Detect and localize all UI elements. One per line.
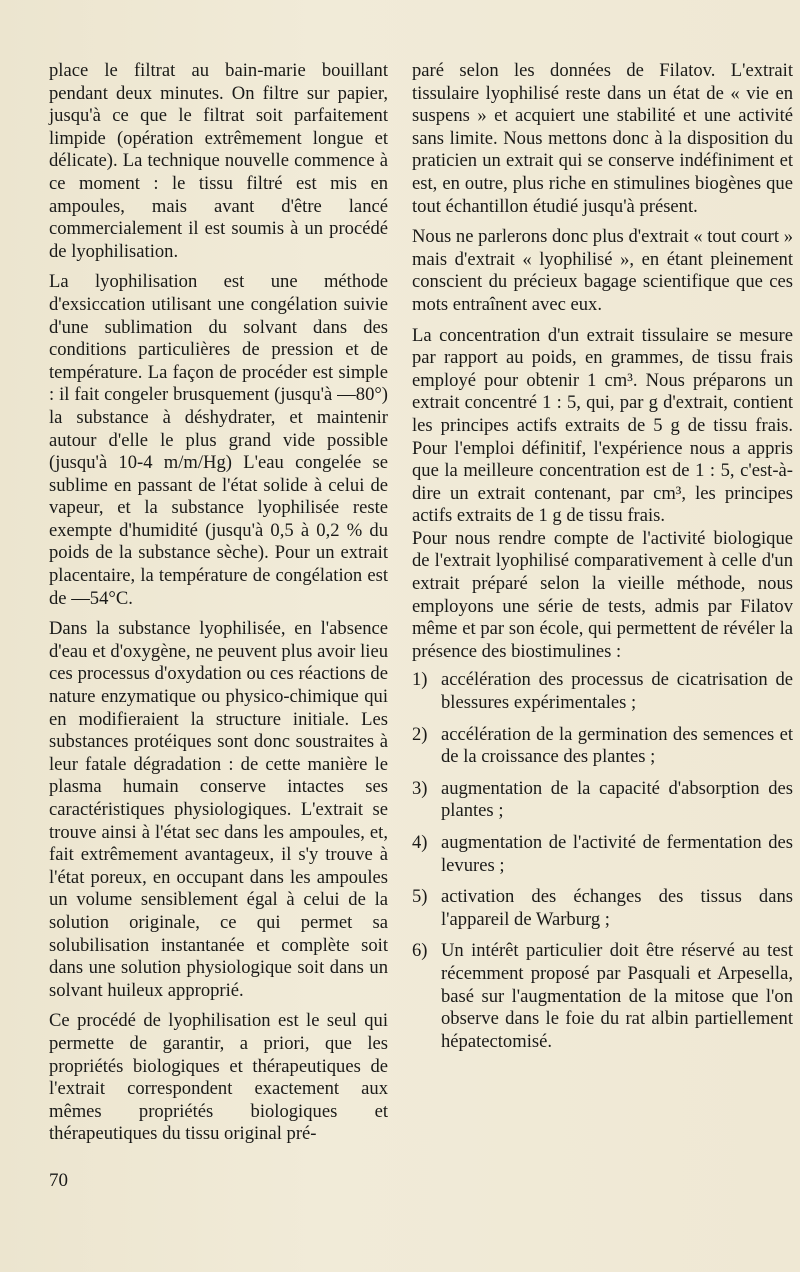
right-column [412,60,793,1062]
list-item [412,669,793,714]
paragraph: Ce procédé de lyophilisation est le seul qui permette de garantir, a priori, que les propriétés biologiques et thérapeutiques de l'extrait correspondent exactement aux mêmes propriétés biologiques et thérapeutiques du tissu original pré- [49,1010,388,1145]
list-item [412,886,793,931]
list-item-number: 3) [412,777,428,799]
list-item-number: 1) [412,669,428,691]
list-item-text: accélération de la germination des semences et de la croissance des plantes ; [441,723,793,768]
paragraph: La concentration d'un extrait tissulaire se mesure par rapport au poids, en grammes, de tissu frais employé pour obtenir 1 cm³. Nous préparons un extrait concentré 1 : 5, qui, par g d'extrait, contient les principes actifs extraits de 5 g de tissu frais. Pour l'emploi définitif, l'expérience nous a appris que la meilleure concentration est de 1 : 5, c'est-à-dire un extrait contenant, par cm³, les principes actifs extraits de 1 g de tissu frais. [412,324,793,527]
list-item-number: 4) [412,832,428,853]
list-item [412,724,793,769]
biostimulin-tests-list [412,669,793,1053]
page-number: 70 [49,1170,68,1191]
list-item-number: 2) [412,723,428,745]
paragraph: La lyophilisation est une méthode d'exsiccation utilisant une congélation suivie d'une sublimation du solvant dans des conditions particulières de pression et de température. La façon de procéder est simple : il fait congeler brusquement (jusqu'à —80°) la substance à déshydrater, et maintenir autour d'elle le plus grand vide possible (jusqu'à 10-4 m/m/Hg) L'eau congelée se sublime en passant de l'état solide à celui de vapeur, et la substance lyophilisée reste exempte d'humidité (jusqu'à 0,5 à 0,2 % du poids de la substance sèche). Pour un extrait placentaire, la température de congélation est de —54°C. [49,271,388,609]
list-item-text: augmentation de l'activité de fermentation des levures ; [441,832,793,876]
paragraph: place le filtrat au bain-marie bouillant pendant deux minutes. On filtre sur papier, jusqu'à ce que le filtrat soit parfaitement limpide (opération extrêmement longue et délicate). La technique nouvelle commence à ce moment : le tissu filtré est mis en ampoules, mais avant d'être lancé commercialement il est soumis à un procédé de lyophilisation. [49,60,388,262]
paragraph: Nous ne parlerons donc plus d'extrait « tout court » mais d'extrait « lyophilisé », en étant pleinement conscient du précieux bagage scientifique que ces mots entraînent avec eux. [412,226,793,315]
list-item-text: Un intérêt particulier doit être réservé au test récemment proposé par Pasquali et Arpesella, basé sur l'augmentation de la mitose que l'on observe dans le foie du rat albin partiellement hépatectomisé. [441,940,793,1052]
list-item-number: 6) [412,940,428,962]
list-item [412,778,793,823]
paragraph: Pour nous rendre compte de l'activité biologique de l'extrait lyophilisé comparativement à celle d'un extrait préparé selon la vieille méthode, nous employons une série de tests, admis par Filatov même et par son école, qui permettent de révéler la présence des biostimulines : [412,527,793,662]
list-item-number: 5) [412,886,428,908]
list-item-text: accélération des processus de cicatrisation de blessures expérimentales ; [441,669,793,714]
left-column [49,60,388,1146]
list-item [412,940,793,1053]
paragraph: paré selon les données de Filatov. L'extrait tissulaire lyophilisé reste dans un état de « vie en suspens » et acquiert une stabilité et une activité sans limite. Nous mettons donc à la disposition du praticien un extrait qui se conserve indéfiniment et est, en outre, plus riche en stimulines biogènes que tout échantillon étudié jusqu'à présent. [412,60,793,217]
list-item-text: augmentation de la capacité d'absorption des plantes ; [441,777,793,822]
list-item [412,832,793,877]
list-item-text: activation des échanges des tissus dans l'appareil de Warburg ; [441,886,793,930]
paragraph: Dans la substance lyophilisée, en l'absence d'eau et d'oxygène, ne peuvent plus avoir lieu ces processus d'oxydation ou ces réactions de nature enzymatique ou physico-chimique qui en modifieraient la structure initiale. Les substances protéiques sont donc soustraites à leur fatale dégradation : de cette manière le plasma humain conserve intactes ses caractéristiques physiologiques. L'extrait se trouve ainsi à l'état sec dans les ampoules, et, fait extrêmement avantageux, il s'y trouve à l'état poreux, en occupant dans les ampoules un volume sensiblement égal à celui de la solution originale, ce qui permet sa solubilisation instantanée et complète soit dans une solution physiologique soit dans un solvant huileux approprié. [49,618,388,1001]
